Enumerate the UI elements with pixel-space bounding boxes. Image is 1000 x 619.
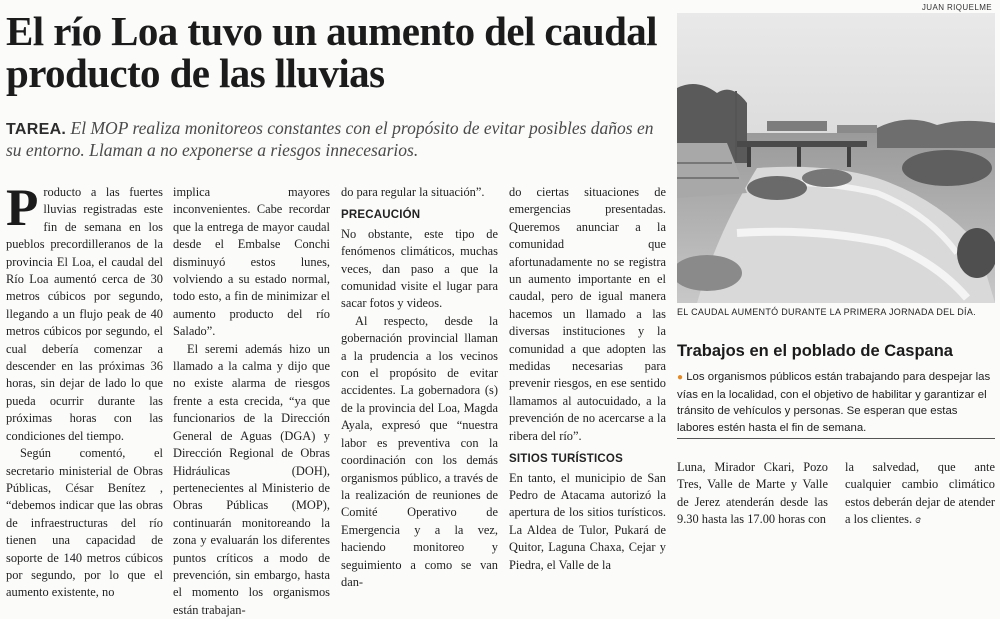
article-column-4 [509,184,666,574]
drop-cap: P [6,179,39,237]
sidebar-text: Los organismos públicos están trabajando para despejar las vías en la localidad, con el objetivo de habilitar y garantizar el tránsito de vehículos y personas. Se esperan que estas labores estén hasta el fin de semana. [677,371,991,434]
article-column-2 [173,184,330,619]
paragraph: Al respecto, desde la gobernación provincial llaman a la prudencia a los vecinos con el propósito de evitar accidentes. La gobernadora (s) de la provincia del Loa, Magda Ayala, expresó que “nuestra labor es preventiva con la coordinación con los demás organismos público, a través de la realización de reuniones de Comité Operativo de Emergencia y a la vez, haciendo monitoreo y seguimiento a como se van dan- [341,313,498,589]
article-column-3 [341,184,498,591]
paragraph: En tanto, el municipio de San Pedro de Atacama autorizó la apertura de los sitios turísticos. La Aldea de Tulor, Pukará de Quitor, Laguna Chaxa, Cejar y Piedra, el Valle de la [509,470,666,572]
divider [677,438,995,439]
paragraph: Producto a las fuertes lluvias registradas este fin de semana en los pueblos precordilleranos de la provincia El Loa, el caudal del Río Loa aumentó cerca de 30 metros cúbicos por segundo, llegando a un flujo peak de 40 metros cúbicos por segundo, el cual debería comenzar a descender en las próximas 36 horas, sin dejar de lado lo que pueda ocurrir durante las próximas horas con las condiciones del tiempo. [6,179,163,443]
paragraph: implica mayores inconvenientes. Cabe recordar que la entrega de mayor caudal desde el Embalse Conchi disminuyó estos lunes, volviendo a su estado normal, todo esto, a fin de minimizar el aumento producto del río Salado”. [173,185,330,339]
paragraph: la salvedad, que ante cualquier cambio climático estos deberán dejar de atender a los clientes. ɞ [845,460,995,527]
paragraph: El seremi además hizo un llamado a la calma y dijo que no existe alarma de riesgos frente a esta crecida, “ya que funcionarios de la Dirección General de Aguas (DGA) y Dirección Regional de Obras Hidráulicas (DOH), pertenecientes al Ministerio de Obras Públicas (MOP), continuarán monitoreando la zona y evaluarán los diferentes puntos críticos a modo de prevención, sin embargo, hasta el momento los organismos están trabajan- [173,341,330,617]
river-photo-illustration [677,13,995,303]
article-column-5 [677,459,828,529]
paragraph: Luna, Mirador Ckari, Pozo Tres, Valle de Marte y Valle de Jerez atenderán desde las 9.30 hasta las 17.00 horas con [677,460,828,527]
paragraph: do para regular la situación”. [341,185,485,199]
photo-caption: EL CAUDAL AUMENTÓ DURANTE LA PRIMERA JORNADA DEL DÍA. [677,307,976,317]
article-column-6 [845,459,995,529]
kicker [6,118,666,161]
end-mark-icon: ɞ [915,512,921,527]
subheading-precaucion: PRECAUCIÓN [341,209,421,222]
subheading-sitios-turisticos: SITIOS TURÍSTICOS [509,453,623,466]
kicker-text: El MOP realiza monitoreos constantes con el propósito de evitar posibles daños en su entorno. Llaman a no exponerse a riesgos innecesarios. [6,118,654,160]
sidebar-title: Trabajos en el poblado de Caspana [677,342,953,360]
paragraph: do ciertas situaciones de emergencias presentadas. Queremos anunciar a la comunidad que afortunadamente no se registra un aumento importante en el caudal, pero de igual manera hacemos un llamado a las diversas instituciones y la comunidad a que adopten las medidas necesarias para prevenir riesgos, en ese sentido llamamos al autocuidado, a la prevención de no acercarse a la ribera del río”. [509,185,666,443]
photo-credit: JUAN RIQUELME [921,3,992,12]
river-photo [677,13,995,303]
article-column-1 [6,179,163,602]
headline: El río Loa tuvo un aumento del caudal producto de las lluvias [6,8,657,96]
paragraph: Según comentó, el secretario ministerial de Obras Públicas, César Benítez , “debemos indicar que las obras de infraestructuras del río tienen una capacidad de soporte de 140 metros cúbicos por segundo, por lo que el aumento existente, no [6,446,163,600]
bullet-icon: ● [677,372,684,383]
kicker-label: TAREA. [6,121,67,138]
paragraph: No obstante, este tipo de fenómenos climáticos, muchas veces, dan paso a que la comunidad visite el lugar para sacar fotos y videos. [341,226,498,311]
sidebar-body [677,369,995,436]
